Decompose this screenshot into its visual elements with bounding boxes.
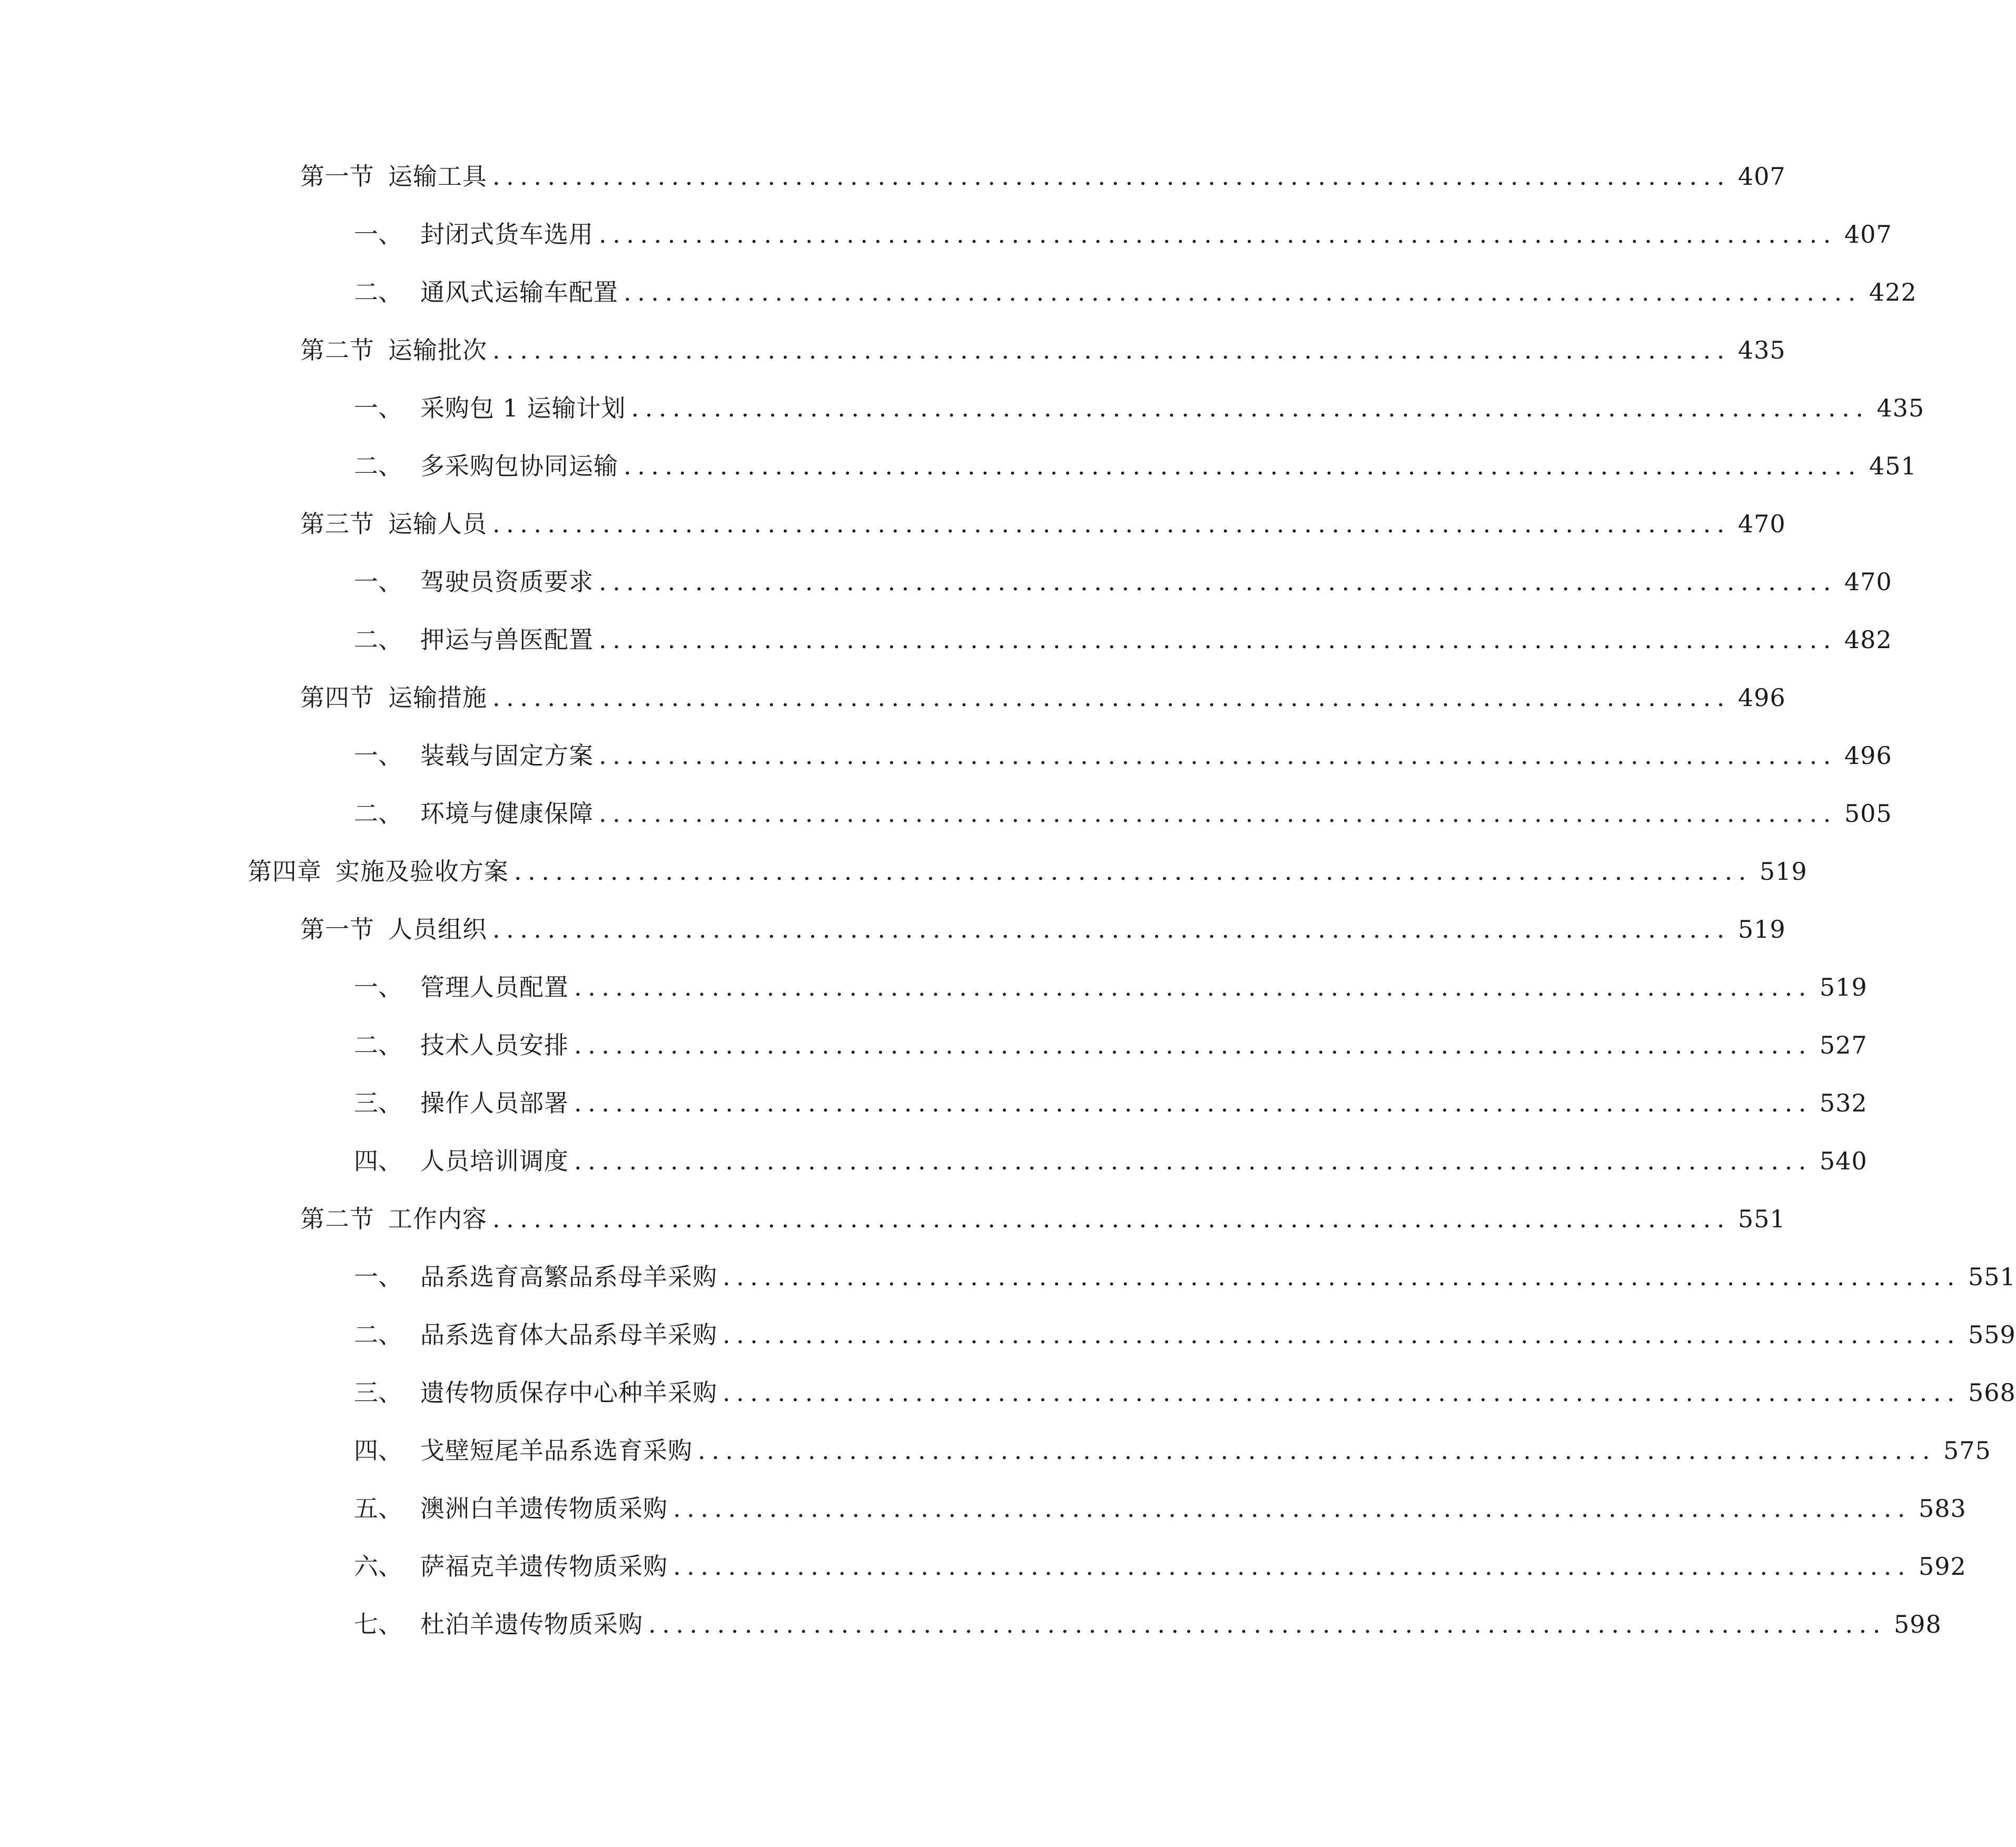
entry-title: 操作人员部署 bbox=[420, 1089, 569, 1117]
toc-entry-item[interactable] bbox=[354, 1074, 1867, 1132]
entry-number: 五、 bbox=[354, 1494, 402, 1523]
entry-page-number: 592 bbox=[1919, 1552, 1966, 1581]
entry-number: 一、 bbox=[354, 568, 402, 596]
entry-page-number: 407 bbox=[1738, 162, 1786, 191]
entry-title: 通风式运输车配置 bbox=[420, 278, 618, 306]
entry-title: 品系选育体大品系母羊采购 bbox=[420, 1320, 717, 1349]
entry-number: 第一节 bbox=[300, 915, 374, 944]
entry-number: 四、 bbox=[354, 1436, 402, 1465]
dot-leader: .......................................................................................... bbox=[624, 278, 1862, 306]
entry-number: 四、 bbox=[354, 1147, 402, 1175]
entry-number: 一、 bbox=[354, 394, 402, 422]
entry-number: 三、 bbox=[354, 1089, 402, 1117]
dot-leader: .......................................................................................... bbox=[492, 162, 1731, 191]
entry-title: 驾驶员资质要求 bbox=[420, 568, 594, 596]
entry-title: 戈壁短尾羊品系选育采购 bbox=[420, 1436, 693, 1465]
entry-title: 管理人员配置 bbox=[420, 973, 569, 1001]
entry-page-number: 470 bbox=[1844, 568, 1892, 596]
entry-page-number: 519 bbox=[1738, 915, 1786, 944]
entry-title: 人员组织 bbox=[388, 915, 487, 944]
entry-page-number: 407 bbox=[1844, 220, 1892, 249]
entry-page-number: 505 bbox=[1844, 799, 1892, 828]
toc-entry-item[interactable] bbox=[354, 727, 1892, 785]
dot-leader: .......................................................................................... bbox=[574, 1089, 1812, 1117]
dot-leader: .......................................................................................... bbox=[574, 1147, 1812, 1175]
entry-title: 技术人员安排 bbox=[420, 1031, 569, 1059]
entry-number: 一、 bbox=[354, 973, 402, 1001]
entry-title: 封闭式货车选用 bbox=[420, 220, 594, 249]
entry-number: 第一节 bbox=[300, 162, 374, 191]
dot-leader: .......................................................................................... bbox=[492, 1205, 1731, 1233]
entry-page-number: 532 bbox=[1820, 1089, 1867, 1117]
entry-title: 多采购包协同运输 bbox=[420, 452, 618, 480]
entry-number: 二、 bbox=[354, 799, 402, 828]
entry-page-number: 470 bbox=[1738, 510, 1786, 538]
dot-leader: .......................................................................................... bbox=[492, 510, 1731, 538]
entry-title: 澳洲白羊遗传物质采购 bbox=[420, 1494, 668, 1523]
dot-leader: .......................................................................................... bbox=[631, 394, 1870, 422]
dot-leader: .......................................................................................... bbox=[723, 1263, 1961, 1291]
toc-entry-chapter[interactable] bbox=[248, 842, 1807, 900]
toc-entry-item[interactable] bbox=[354, 1248, 2016, 1306]
entry-number: 一、 bbox=[354, 220, 402, 249]
toc-entry-item[interactable] bbox=[354, 1595, 1942, 1653]
entry-number: 二、 bbox=[354, 1320, 402, 1349]
dot-leader: .......................................................................................... bbox=[514, 857, 1752, 886]
entry-title: 采购包 1 运输计划 bbox=[420, 394, 626, 422]
entry-number: 一、 bbox=[354, 741, 402, 770]
toc-entry-item[interactable] bbox=[354, 553, 1892, 611]
entry-title: 萨福克羊遗传物质采购 bbox=[420, 1552, 668, 1581]
entry-title: 押运与兽医配置 bbox=[420, 625, 594, 654]
toc-entry-item[interactable] bbox=[354, 958, 1867, 1016]
toc-entry-item[interactable] bbox=[354, 1306, 2016, 1364]
entry-page-number: 598 bbox=[1894, 1610, 1942, 1639]
toc-entry-section[interactable] bbox=[300, 669, 1786, 727]
entry-number: 三、 bbox=[354, 1378, 402, 1407]
entry-page-number: 551 bbox=[1968, 1263, 2016, 1291]
entry-page-number: 496 bbox=[1844, 741, 1892, 770]
entry-page-number: 568 bbox=[1968, 1378, 2016, 1407]
entry-number: 第二节 bbox=[300, 1205, 374, 1233]
entry-title: 实施及验收方案 bbox=[335, 857, 509, 886]
entry-title: 工作内容 bbox=[388, 1205, 487, 1233]
entry-title: 运输工具 bbox=[388, 162, 487, 191]
toc-entry-item[interactable] bbox=[354, 1364, 2016, 1422]
dot-leader: .......................................................................................... bbox=[599, 625, 1837, 654]
entry-page-number: 496 bbox=[1738, 683, 1786, 712]
entry-number: 二、 bbox=[354, 278, 402, 306]
toc-entry-section[interactable] bbox=[300, 495, 1786, 553]
entry-page-number: 422 bbox=[1869, 278, 1917, 306]
dot-leader: .......................................................................................... bbox=[673, 1494, 1911, 1523]
dot-leader: .......................................................................................... bbox=[723, 1378, 1961, 1407]
entry-number: 二、 bbox=[354, 625, 402, 654]
toc-entry-item[interactable] bbox=[354, 1016, 1867, 1074]
dot-leader: .......................................................................................... bbox=[574, 1031, 1812, 1059]
dot-leader: .......................................................................................... bbox=[624, 452, 1862, 480]
toc-entry-item[interactable] bbox=[354, 263, 1917, 321]
toc-entry-section[interactable] bbox=[300, 321, 1786, 379]
dot-leader: .......................................................................................... bbox=[698, 1436, 1936, 1465]
toc-entry-item[interactable] bbox=[354, 1479, 1966, 1537]
toc-entry-item[interactable] bbox=[354, 379, 1925, 437]
entry-page-number: 575 bbox=[1943, 1436, 1991, 1465]
toc-entry-item[interactable] bbox=[354, 437, 1917, 495]
entry-page-number: 551 bbox=[1738, 1205, 1786, 1233]
entry-title: 运输人员 bbox=[388, 510, 487, 538]
dot-leader: .......................................................................................... bbox=[574, 973, 1812, 1001]
entry-number: 二、 bbox=[354, 452, 402, 480]
entry-page-number: 583 bbox=[1919, 1494, 1966, 1523]
entry-number: 第三节 bbox=[300, 510, 374, 538]
entry-title: 品系选育高繁品系母羊采购 bbox=[420, 1263, 717, 1291]
entry-title: 杜泊羊遗传物质采购 bbox=[420, 1610, 643, 1639]
dot-leader: .......................................................................................... bbox=[673, 1552, 1911, 1581]
dot-leader: .......................................................................................... bbox=[723, 1320, 1961, 1349]
toc-entry-section[interactable] bbox=[300, 1190, 1786, 1248]
entry-title: 装载与固定方案 bbox=[420, 741, 594, 770]
dot-leader: .......................................................................................... bbox=[492, 683, 1731, 712]
dot-leader: .......................................................................................... bbox=[648, 1610, 1886, 1639]
entry-number: 二、 bbox=[354, 1031, 402, 1059]
dot-leader: .......................................................................................... bbox=[492, 336, 1731, 364]
entry-title: 遗传物质保存中心种羊采购 bbox=[420, 1378, 717, 1407]
entry-page-number: 540 bbox=[1820, 1147, 1867, 1175]
entry-number: 第二节 bbox=[300, 336, 374, 364]
toc-entry-item[interactable] bbox=[354, 611, 1892, 669]
entry-page-number: 527 bbox=[1820, 1031, 1867, 1059]
dot-leader: .......................................................................................... bbox=[599, 220, 1837, 249]
dot-leader: .......................................................................................... bbox=[599, 799, 1837, 828]
entry-number: 六、 bbox=[354, 1552, 402, 1581]
toc-entry-section[interactable] bbox=[300, 147, 1786, 205]
entry-page-number: 435 bbox=[1738, 336, 1786, 364]
entry-title: 环境与健康保障 bbox=[420, 799, 594, 828]
entry-page-number: 519 bbox=[1820, 973, 1867, 1001]
entry-number: 一、 bbox=[354, 1263, 402, 1291]
entry-page-number: 482 bbox=[1844, 625, 1892, 654]
entry-title: 运输批次 bbox=[388, 336, 487, 364]
toc-entry-item[interactable] bbox=[354, 785, 1892, 842]
dot-leader: .......................................................................................... bbox=[492, 915, 1731, 944]
entry-page-number: 451 bbox=[1869, 452, 1917, 480]
toc-entry-section[interactable] bbox=[300, 900, 1786, 958]
entry-number: 七、 bbox=[354, 1610, 402, 1639]
entry-title: 运输措施 bbox=[388, 683, 487, 712]
entry-number: 第四章 bbox=[248, 857, 322, 886]
toc-entry-item[interactable] bbox=[354, 1422, 1991, 1479]
toc-entry-item[interactable] bbox=[354, 1537, 1966, 1595]
entry-page-number: 559 bbox=[1968, 1320, 2016, 1349]
dot-leader: .......................................................................................... bbox=[599, 741, 1837, 770]
entry-number: 第四节 bbox=[300, 683, 374, 712]
toc-entry-item[interactable] bbox=[354, 1132, 1867, 1190]
dot-leader: .......................................................................................... bbox=[599, 568, 1837, 596]
entry-page-number: 519 bbox=[1760, 857, 1807, 886]
toc-entry-item[interactable] bbox=[354, 205, 1892, 263]
entry-page-number: 435 bbox=[1876, 394, 1925, 422]
entry-title: 人员培训调度 bbox=[420, 1147, 569, 1175]
